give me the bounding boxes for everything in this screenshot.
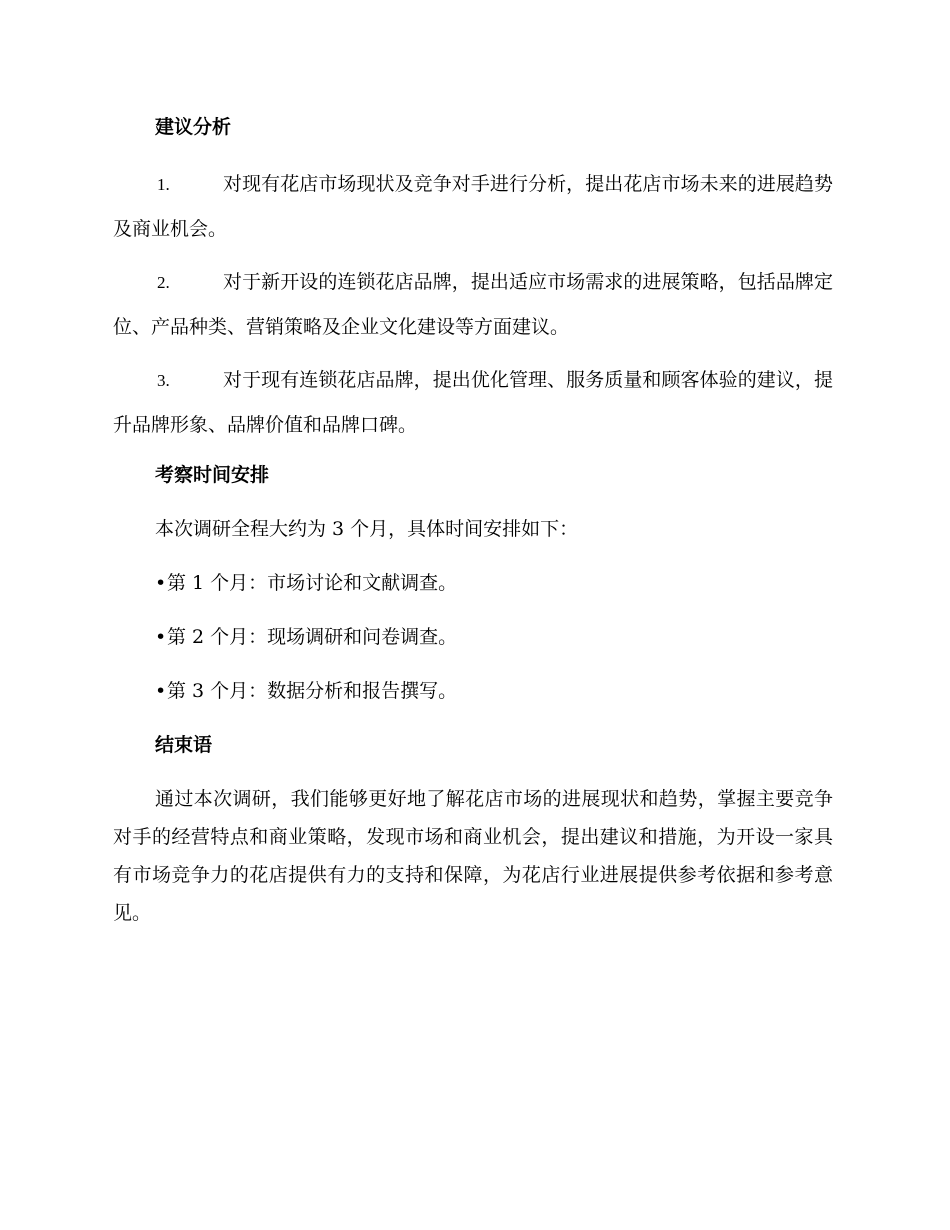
item-text: 对于现有连锁花店品牌，提出优化管理、服务质量和顾客体验的建议，提升品牌形象、品牌价值和品牌口碑。 xyxy=(113,369,833,436)
section-heading-schedule: 考察时间安排 xyxy=(155,464,270,486)
document-page xyxy=(113,108,833,948)
advice-item-3 xyxy=(113,358,833,448)
item-text: 对现有花店市场现状及竞争对手进行分析，提出花店市场未来的进展趋势及商业机会。 xyxy=(113,173,833,240)
conclusion-paragraph: 通过本次调研，我们能够更好地了解花店市场的进展现状和趋势，掌握主要竞争对手的经营特点和商业策略，发现市场和商业机会，提出建议和措施，为开设一家具有市场竞争力的花店提供有力的支持和保障，为花店行业进展提供参考依据和参考意见。 xyxy=(113,788,833,924)
bullet-text: 第 1 个月：市场讨论和文献调查。 xyxy=(167,572,458,594)
schedule-bullet-2 xyxy=(113,618,833,656)
item-number: 1. xyxy=(157,175,170,194)
bullet-icon: • xyxy=(155,626,167,648)
advice-item-1 xyxy=(113,162,833,252)
item-text: 对于新开设的连锁花店品牌，提出适应市场需求的进展策略，包括品牌定位、产品种类、营销策略及企业文化建设等方面建议。 xyxy=(113,271,833,338)
schedule-bullet-1 xyxy=(113,564,833,602)
advice-item-2 xyxy=(113,260,833,350)
bullet-icon: • xyxy=(155,680,167,702)
item-number: 2. xyxy=(157,273,170,292)
bullet-text: 第 3 个月：数据分析和报告撰写。 xyxy=(167,680,458,702)
item-number: 3. xyxy=(157,371,170,390)
bullet-text: 第 2 个月：现场调研和问卷调查。 xyxy=(167,626,458,648)
section-heading-conclusion: 结束语 xyxy=(155,734,213,756)
bullet-icon: • xyxy=(155,572,167,594)
schedule-bullet-3 xyxy=(113,672,833,710)
section-heading-advice: 建议分析 xyxy=(155,116,232,138)
schedule-intro: 本次调研全程大约为 3 个月，具体时间安排如下： xyxy=(155,518,579,540)
